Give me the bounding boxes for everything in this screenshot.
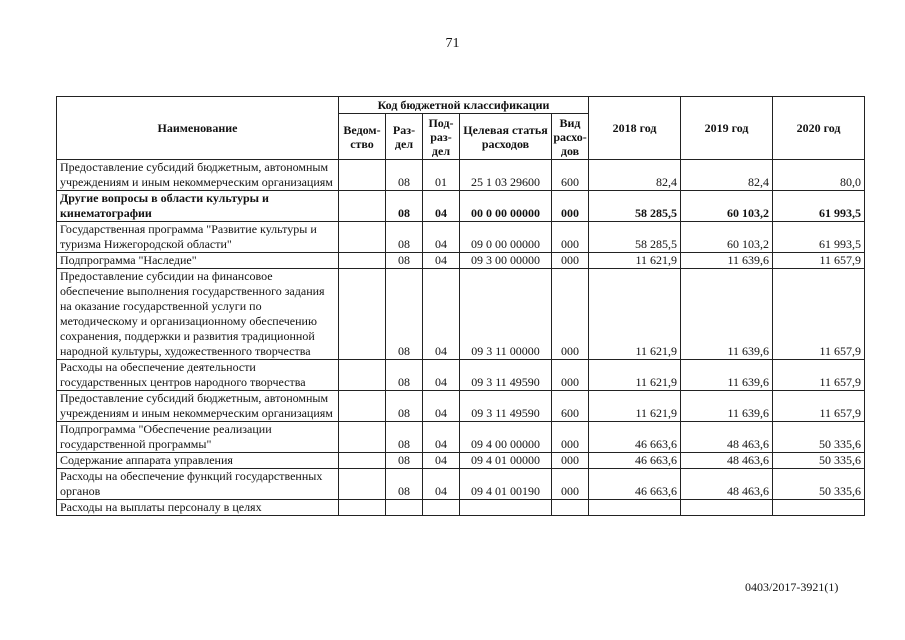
row-value-2019: 48 463,6 <box>681 469 773 500</box>
row-vedomstvo <box>339 191 386 222</box>
header-code-group: Код бюджетной классификации <box>339 97 589 114</box>
table-row <box>57 453 865 469</box>
row-value-2020: 50 335,6 <box>773 469 865 500</box>
row-name: Предоставление субсидий бюджетным, автономным учреждениям и иным некоммерческим организациям <box>57 160 339 191</box>
row-vedomstvo <box>339 422 386 453</box>
header-2018: 2018 год <box>589 97 681 160</box>
row-razdel: 08 <box>386 269 423 360</box>
row-vid: 000 <box>552 253 589 269</box>
row-value-2019: 60 103,2 <box>681 191 773 222</box>
row-value-2019: 48 463,6 <box>681 422 773 453</box>
row-razdel: 08 <box>386 191 423 222</box>
row-vid: 000 <box>552 469 589 500</box>
row-value-2018: 11 621,9 <box>589 360 681 391</box>
row-vedomstvo <box>339 500 386 516</box>
row-value-2019: 82,4 <box>681 160 773 191</box>
table-body <box>57 160 865 516</box>
row-vedomstvo <box>339 469 386 500</box>
table-row <box>57 160 865 191</box>
row-value-2019 <box>681 500 773 516</box>
row-celevaya: 09 3 11 49590 <box>460 360 552 391</box>
row-value-2020: 11 657,9 <box>773 253 865 269</box>
row-value-2020: 80,0 <box>773 160 865 191</box>
row-vedomstvo <box>339 453 386 469</box>
row-value-2019: 11 639,6 <box>681 253 773 269</box>
row-celevaya: 09 4 00 00000 <box>460 422 552 453</box>
row-vid <box>552 500 589 516</box>
header-razdel: Раз-дел <box>386 114 423 160</box>
row-name: Государственная программа "Развитие культуры и туризма Нижегородской области" <box>57 222 339 253</box>
row-podrazdel: 04 <box>423 222 460 253</box>
table-row <box>57 469 865 500</box>
row-vid: 000 <box>552 222 589 253</box>
header-vedomstvo: Ведом-ство <box>339 114 386 160</box>
row-name: Другие вопросы в области культуры и кинематографии <box>57 191 339 222</box>
row-name: Расходы на обеспечение функций государственных органов <box>57 469 339 500</box>
table-row <box>57 191 865 222</box>
row-razdel <box>386 500 423 516</box>
row-celevaya: 25 1 03 29600 <box>460 160 552 191</box>
table-row <box>57 269 865 360</box>
row-name: Расходы на обеспечение деятельности государственных центров народного творчества <box>57 360 339 391</box>
table-row <box>57 500 865 516</box>
row-razdel: 08 <box>386 469 423 500</box>
row-value-2018: 11 621,9 <box>589 253 681 269</box>
row-podrazdel: 04 <box>423 360 460 391</box>
row-razdel: 08 <box>386 160 423 191</box>
table-row <box>57 360 865 391</box>
row-name: Содержание аппарата управления <box>57 453 339 469</box>
row-podrazdel: 04 <box>423 391 460 422</box>
row-celevaya: 09 3 11 49590 <box>460 391 552 422</box>
row-value-2019: 11 639,6 <box>681 391 773 422</box>
row-value-2019: 11 639,6 <box>681 360 773 391</box>
row-value-2020 <box>773 500 865 516</box>
row-value-2018: 58 285,5 <box>589 222 681 253</box>
row-vid: 000 <box>552 269 589 360</box>
row-razdel: 08 <box>386 453 423 469</box>
row-celevaya: 09 3 11 00000 <box>460 269 552 360</box>
row-value-2020: 11 657,9 <box>773 269 865 360</box>
row-value-2018: 11 621,9 <box>589 391 681 422</box>
row-podrazdel: 04 <box>423 453 460 469</box>
row-razdel: 08 <box>386 222 423 253</box>
row-vedomstvo <box>339 360 386 391</box>
table-row <box>57 253 865 269</box>
header-name: Наименование <box>57 97 339 160</box>
row-value-2019: 11 639,6 <box>681 269 773 360</box>
row-value-2018: 46 663,6 <box>589 422 681 453</box>
row-podrazdel: 01 <box>423 160 460 191</box>
row-value-2018: 46 663,6 <box>589 469 681 500</box>
row-name: Предоставление субсидии на финансовое обеспечение выполнения государственного задания на оказание государственной услуги по методическому и организационному обеспечению сохранения, поддержки и развития традиционной народной культуры, художественного творчества <box>57 269 339 360</box>
row-name: Расходы на выплаты персоналу в целях <box>57 500 339 516</box>
row-value-2019: 48 463,6 <box>681 453 773 469</box>
row-name: Подпрограмма "Обеспечение реализации государственной программы" <box>57 422 339 453</box>
row-podrazdel: 04 <box>423 253 460 269</box>
header-podrazdel: Под-раз-дел <box>423 114 460 160</box>
row-celevaya: 00 0 00 00000 <box>460 191 552 222</box>
table-row <box>57 391 865 422</box>
row-value-2020: 50 335,6 <box>773 422 865 453</box>
row-name: Предоставление субсидий бюджетным, автономным учреждениям и иным некоммерческим организациям <box>57 391 339 422</box>
row-vedomstvo <box>339 160 386 191</box>
row-value-2018: 11 621,9 <box>589 269 681 360</box>
row-vid: 000 <box>552 360 589 391</box>
row-vid: 600 <box>552 160 589 191</box>
row-celevaya: 09 3 00 00000 <box>460 253 552 269</box>
header-celevaya: Целевая статья расходов <box>460 114 552 160</box>
row-celevaya <box>460 500 552 516</box>
row-name: Подпрограмма "Наследие" <box>57 253 339 269</box>
row-value-2018: 82,4 <box>589 160 681 191</box>
page-number: 71 <box>445 36 460 51</box>
row-value-2019: 60 103,2 <box>681 222 773 253</box>
row-value-2020: 50 335,6 <box>773 453 865 469</box>
table-row <box>57 222 865 253</box>
header-2020: 2020 год <box>773 97 865 160</box>
table-row <box>57 422 865 453</box>
row-vedomstvo <box>339 269 386 360</box>
row-podrazdel: 04 <box>423 191 460 222</box>
row-podrazdel: 04 <box>423 269 460 360</box>
row-vedomstvo <box>339 222 386 253</box>
row-razdel: 08 <box>386 422 423 453</box>
row-podrazdel <box>423 500 460 516</box>
document-code: 0403/2017-3921(1) <box>745 580 839 594</box>
row-vid: 600 <box>552 391 589 422</box>
row-value-2020: 11 657,9 <box>773 360 865 391</box>
header-2019: 2019 год <box>681 97 773 160</box>
row-vid: 000 <box>552 422 589 453</box>
row-value-2018: 46 663,6 <box>589 453 681 469</box>
row-value-2020: 61 993,5 <box>773 191 865 222</box>
budget-table <box>56 96 865 516</box>
row-razdel: 08 <box>386 391 423 422</box>
row-vedomstvo <box>339 391 386 422</box>
row-vid: 000 <box>552 453 589 469</box>
row-podrazdel: 04 <box>423 422 460 453</box>
row-celevaya: 09 4 01 00190 <box>460 469 552 500</box>
row-vid: 000 <box>552 191 589 222</box>
row-vedomstvo <box>339 253 386 269</box>
row-razdel: 08 <box>386 253 423 269</box>
row-value-2018: 58 285,5 <box>589 191 681 222</box>
row-podrazdel: 04 <box>423 469 460 500</box>
row-value-2018 <box>589 500 681 516</box>
row-value-2020: 61 993,5 <box>773 222 865 253</box>
row-razdel: 08 <box>386 360 423 391</box>
row-celevaya: 09 4 01 00000 <box>460 453 552 469</box>
header-vid: Вид расхо-дов <box>553 115 587 158</box>
row-value-2020: 11 657,9 <box>773 391 865 422</box>
row-celevaya: 09 0 00 00000 <box>460 222 552 253</box>
